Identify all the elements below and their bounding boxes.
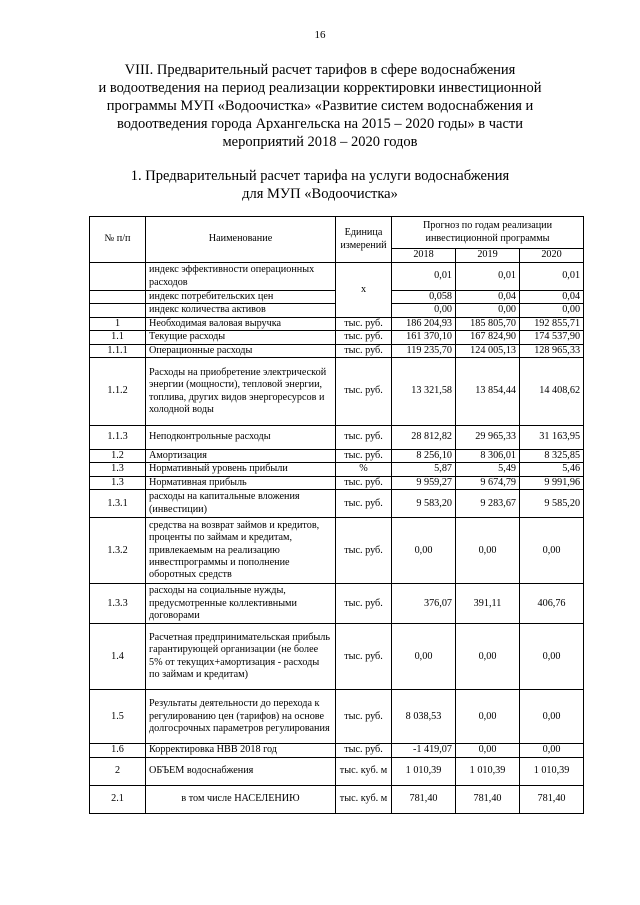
row-value-2018: -1 419,07 <box>392 744 456 757</box>
row-name: Необходимая валовая выручка <box>146 317 336 330</box>
row-num <box>90 291 146 304</box>
row-value-2020: 31 163,95 <box>520 426 584 450</box>
row-value-2018: 8 038,53 <box>392 690 456 744</box>
row-value-2019: 0,00 <box>456 518 520 584</box>
row-value-2018: 1 010,39 <box>392 757 456 785</box>
header-year: 2020 <box>520 249 584 263</box>
row-name: Операционные расходы <box>146 344 336 357</box>
row-unit: тыс. руб. <box>336 584 392 624</box>
row-name: расходы на капитальные вложения (инвестиции) <box>146 490 336 518</box>
row-value-2019: 9 674,79 <box>456 476 520 489</box>
row-value-2018: 0,01 <box>392 263 456 291</box>
row-name: Расчетная предпринимательская прибыль гарантирующей организации (не более 5% от текущих+амортизация - расходы по займам и кредитам) <box>146 624 336 690</box>
row-unit: тыс. руб. <box>336 358 392 426</box>
row-value-2020: 0,00 <box>520 304 584 317</box>
row-value-2018: 9 583,20 <box>392 490 456 518</box>
row-value-2019: 9 283,67 <box>456 490 520 518</box>
row-value-2020: 8 325,85 <box>520 450 584 463</box>
row-value-2018: 0,058 <box>392 291 456 304</box>
table-row <box>90 463 584 476</box>
row-name: Неподконтрольные расходы <box>146 426 336 450</box>
row-value-2018: 781,40 <box>392 785 456 813</box>
table-row <box>90 785 584 813</box>
row-value-2019: 781,40 <box>456 785 520 813</box>
row-name: средства на возврат займов и кредитов, проценты по займам и кредитам, привлекаемым на реализацию инвестпрограммы и пополнение оборотных средств <box>146 518 336 584</box>
row-value-2018: 8 256,10 <box>392 450 456 463</box>
row-num: 1.3.2 <box>90 518 146 584</box>
row-num: 1.6 <box>90 744 146 757</box>
row-unit: тыс. руб. <box>336 624 392 690</box>
row-value-2020: 1 010,39 <box>520 757 584 785</box>
table-row <box>90 476 584 489</box>
row-name: в том числе НАСЕЛЕНИЮ <box>146 785 336 813</box>
row-value-2019: 391,11 <box>456 584 520 624</box>
row-value-2020: 9 585,20 <box>520 490 584 518</box>
row-unit: тыс. руб. <box>336 450 392 463</box>
row-name: Расходы на приобретение электрической энергии (мощности), тепловой энергии, топлива, других видов энергоресурсов и холодной воды <box>146 358 336 426</box>
row-value-2020: 14 408,62 <box>520 358 584 426</box>
row-num: 1.3.1 <box>90 490 146 518</box>
table-row <box>90 358 584 426</box>
row-unit: тыс. руб. <box>336 744 392 757</box>
row-num: 2 <box>90 757 146 785</box>
row-unit: тыс. руб. <box>336 344 392 357</box>
row-value-2020: 0,00 <box>520 744 584 757</box>
row-unit: тыс. руб. <box>336 331 392 344</box>
table-row <box>90 344 584 357</box>
row-value-2019: 29 965,33 <box>456 426 520 450</box>
row-value-2019: 1 010,39 <box>456 757 520 785</box>
row-value-2019: 0,00 <box>456 624 520 690</box>
row-value-2020: 406,76 <box>520 584 584 624</box>
header-year: 2018 <box>392 249 456 263</box>
row-value-2020: 128 965,33 <box>520 344 584 357</box>
row-value-2018: 376,07 <box>392 584 456 624</box>
row-unit: тыс. руб. <box>336 490 392 518</box>
tariff-table <box>89 216 584 814</box>
row-value-2018: 161 370,10 <box>392 331 456 344</box>
row-value-2019: 0,00 <box>456 304 520 317</box>
row-value-2019: 0,04 <box>456 291 520 304</box>
row-value-2019: 13 854,44 <box>456 358 520 426</box>
table-row <box>90 518 584 584</box>
row-value-2018: 9 959,27 <box>392 476 456 489</box>
row-name: индекс эффективности операционных расходов <box>146 263 336 291</box>
row-num: 1 <box>90 317 146 330</box>
row-unit: тыс. руб. <box>336 476 392 489</box>
row-num: 1.1.2 <box>90 358 146 426</box>
header-unit: Единица измерений <box>336 217 392 263</box>
row-num: 1.1.1 <box>90 344 146 357</box>
row-num <box>90 304 146 317</box>
subsection-title-line: 1. Предварительный расчет тарифа на услуги водоснабжения <box>130 168 510 184</box>
table-row <box>90 331 584 344</box>
table-row <box>90 584 584 624</box>
table-row <box>90 690 584 744</box>
row-name: Амортизация <box>146 450 336 463</box>
row-unit: тыс. куб. м <box>336 785 392 813</box>
row-name: Нормативная прибыль <box>146 476 336 489</box>
row-value-2019: 0,01 <box>456 263 520 291</box>
table-row <box>90 757 584 785</box>
row-value-2020: 0,01 <box>520 263 584 291</box>
header-name: Наименование <box>146 217 336 263</box>
row-num: 1.4 <box>90 624 146 690</box>
row-num <box>90 263 146 291</box>
section-title-line: мероприятий 2018 – 2020 годов <box>222 134 418 150</box>
page-number: 16 <box>314 29 326 41</box>
row-value-2020: 781,40 <box>520 785 584 813</box>
row-name: индекс количества активов <box>146 304 336 317</box>
row-value-2019: 0,00 <box>456 690 520 744</box>
header-num: № п/п <box>90 217 146 263</box>
row-value-2019: 8 306,01 <box>456 450 520 463</box>
row-name: Результаты деятельности до перехода к регулированию цен (тарифов) на основе долгосрочных параметров регулирования <box>146 690 336 744</box>
row-value-2019: 167 824,90 <box>456 331 520 344</box>
row-unit: x <box>336 263 392 318</box>
row-name: Корректировка НВВ 2018 год <box>146 744 336 757</box>
row-value-2020: 0,00 <box>520 518 584 584</box>
row-value-2020: 174 537,90 <box>520 331 584 344</box>
table-row <box>90 624 584 690</box>
row-num: 1.3 <box>90 476 146 489</box>
row-name: Нормативный уровень прибыли <box>146 463 336 476</box>
row-name: расходы на социальные нужды, предусмотренные коллективными договорами <box>146 584 336 624</box>
section-title-line: программы МУП «Водоочистка» «Развитие систем водоснабжения и <box>106 98 534 114</box>
row-value-2020: 0,00 <box>520 690 584 744</box>
section-title-line: VIII. Предварительный расчет тарифов в сфере водоснабжения <box>124 62 516 78</box>
section-title-line: и водоотведения на период реализации корректировки инвестиционной <box>98 80 542 96</box>
table-header-row <box>90 217 584 249</box>
table-row <box>90 426 584 450</box>
row-unit: % <box>336 463 392 476</box>
row-value-2020: 0,04 <box>520 291 584 304</box>
row-value-2018: 186 204,93 <box>392 317 456 330</box>
row-name: Текущие расходы <box>146 331 336 344</box>
subsection-title <box>80 167 560 203</box>
row-value-2019: 124 005,13 <box>456 344 520 357</box>
row-value-2018: 0,00 <box>392 624 456 690</box>
row-value-2020: 192 855,71 <box>520 317 584 330</box>
section-title-line: водоотведения города Архангельска на 2015 – 2020 годы» в части <box>116 116 524 132</box>
row-value-2018: 0,00 <box>392 518 456 584</box>
row-value-2020: 9 991,96 <box>520 476 584 489</box>
row-name: индекс потребительских цен <box>146 291 336 304</box>
row-value-2018: 5,87 <box>392 463 456 476</box>
header-forecast: Прогноз по годам реализации инвестиционной программы <box>392 217 584 249</box>
section-title <box>80 61 560 151</box>
table-row <box>90 450 584 463</box>
header-year: 2019 <box>456 249 520 263</box>
row-num: 1.1.3 <box>90 426 146 450</box>
table-row <box>90 744 584 757</box>
row-value-2018: 119 235,70 <box>392 344 456 357</box>
row-unit: тыс. руб. <box>336 690 392 744</box>
row-value-2018: 28 812,82 <box>392 426 456 450</box>
table-row <box>90 490 584 518</box>
subsection-title-line: для МУП «Водоочистка» <box>242 186 398 202</box>
row-unit: тыс. руб. <box>336 426 392 450</box>
row-value-2019: 0,00 <box>456 744 520 757</box>
row-num: 2.1 <box>90 785 146 813</box>
row-num: 1.3 <box>90 463 146 476</box>
row-unit: тыс. руб. <box>336 518 392 584</box>
row-value-2019: 5,49 <box>456 463 520 476</box>
row-num: 1.3.3 <box>90 584 146 624</box>
row-unit: тыс. куб. м <box>336 757 392 785</box>
row-name: ОБЪЕМ водоснабжения <box>146 757 336 785</box>
row-num: 1.5 <box>90 690 146 744</box>
row-num: 1.1 <box>90 331 146 344</box>
row-value-2018: 13 321,58 <box>392 358 456 426</box>
row-value-2018: 0,00 <box>392 304 456 317</box>
row-value-2020: 0,00 <box>520 624 584 690</box>
row-unit: тыс. руб. <box>336 317 392 330</box>
table-row <box>90 263 584 291</box>
table-row <box>90 317 584 330</box>
row-value-2019: 185 805,70 <box>456 317 520 330</box>
row-value-2020: 5,46 <box>520 463 584 476</box>
row-num: 1.2 <box>90 450 146 463</box>
